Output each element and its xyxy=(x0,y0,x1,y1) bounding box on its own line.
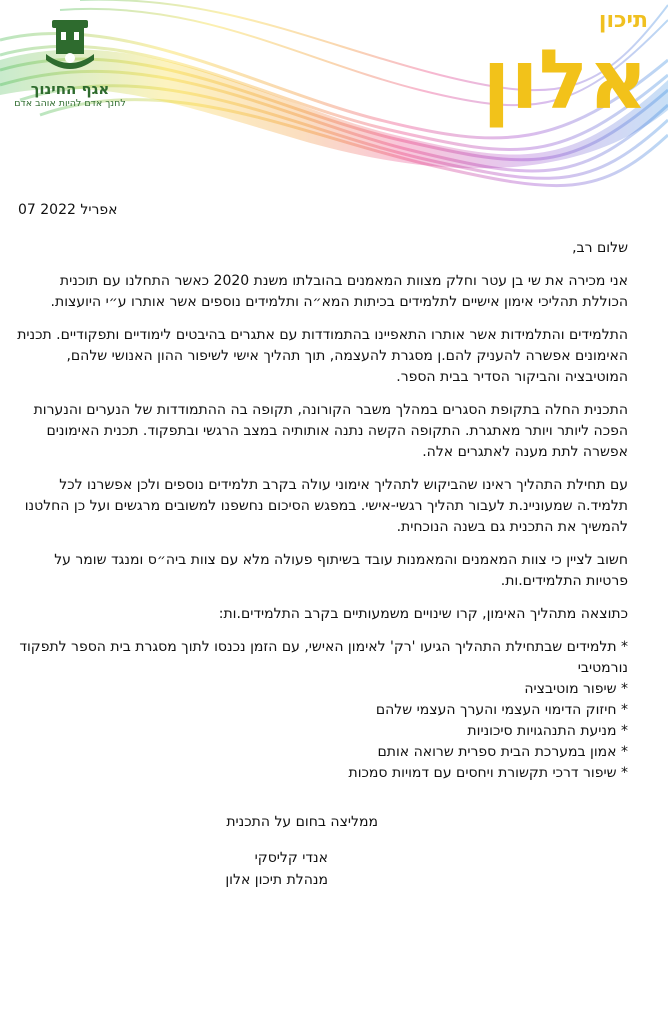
signature-name: אנדי קליסקי xyxy=(254,850,328,866)
letter-body xyxy=(14,238,628,891)
list-item: * חיזוק הדימוי העצמי והערך העצמי שלהם xyxy=(375,702,628,718)
paragraph: אני מכירה את שי בן עטר וחלק מצוות המאמנים בהובלתו משנת 2020 כאשר התחלנו עם תוכנית הכוללת תהליכי אימון אישיים לתלמידים בכיתות המא״ה ותלמידים נוספים אשר אותרו ע״י היועצות. xyxy=(50,273,628,310)
department-logo xyxy=(14,14,126,109)
paragraph: כתוצאה מתהליך האימון, קרו שינויים משמעותיים בקרב התלמידים.ות: xyxy=(218,606,628,622)
list-item: * תלמידים שבתחילת התהליך הגיעו 'רק' לאימון האישי, עם הזמן נכנסו לתוך מסגרת בית הספר לתפקוד נורמטיבי xyxy=(19,639,628,676)
school-logo xyxy=(468,8,648,126)
greeting: שלום רב, xyxy=(572,240,628,256)
closing-line: ממליצה בחום על התכנית xyxy=(226,814,378,830)
city-emblem-icon xyxy=(42,14,98,78)
paragraph: חשוב לציין כי צוות המאמנים והמאמנות עובד בשיתוף פעולה מלא עם צוות ביה״ס ומנגד שומר על פרטיות התלמידים.ות. xyxy=(54,552,628,589)
paragraph: התכנית החלה בתקופת הסגרים במהלך משבר הקורונה, תקופה בה ההתמודדות של הנערים והנערות הפכה ליותר ויותר מאתגרת. התקופה הקשה נתנה אותותיה במצב הרגשי ובתפקוד. תכנית האימונים אפשרה לתת מענה לאתגרים אלה. xyxy=(33,402,628,460)
letterhead xyxy=(0,0,668,200)
results-list xyxy=(14,637,628,784)
list-item: * שיפור דרכי תקשורת ויחסים עם דמויות סמכות xyxy=(348,765,628,781)
signature-block xyxy=(14,847,628,891)
school-logo-name: אלון xyxy=(482,33,648,128)
list-item: * אמון במערכת הבית ספרית שרואה אותם xyxy=(377,744,628,760)
paragraph: עם תחילת התהליך ראינו שהביקוש לתהליך אימוני עולה בקרב תלמידים נוספים ולכן אפשרנו לכל תלמיד.ה שמעוניינ.ת לעבור תהליך רגשי-אישי. במפגש הסיכום נחשפנו למשובים מרגשים ועל כן החלטנו להמשיך את התכנית גם בשנה הנוכחית. xyxy=(24,477,628,535)
paragraph: התלמידים והתלמידות אשר אותרו התאפיינו בהתמודדות עם אתגרים בהיבטים לימודיים ותפקודיים. תכנית האימונים אפשרה להעניק להם.ן מסגרת להעצמה, תוך תהליך אישי לשיפור ההון האנושי שלהם, המוטיבציה והביקור הסדיר בבית הספר. xyxy=(17,327,628,385)
list-item: * שיפור מוטיבציה xyxy=(524,681,628,697)
school-logo-small-text: תיכון xyxy=(598,8,648,33)
department-motto: לחנך אדם להיות אוהב אדם xyxy=(14,98,126,109)
letter-date: 07 אפריל 2022 xyxy=(18,202,118,218)
signature-title: מנהלת תיכון אלון xyxy=(225,872,328,888)
list-item: * מניעת התנהגויות סיכוניות xyxy=(467,723,628,739)
department-name: אגף החינוך xyxy=(30,80,110,98)
